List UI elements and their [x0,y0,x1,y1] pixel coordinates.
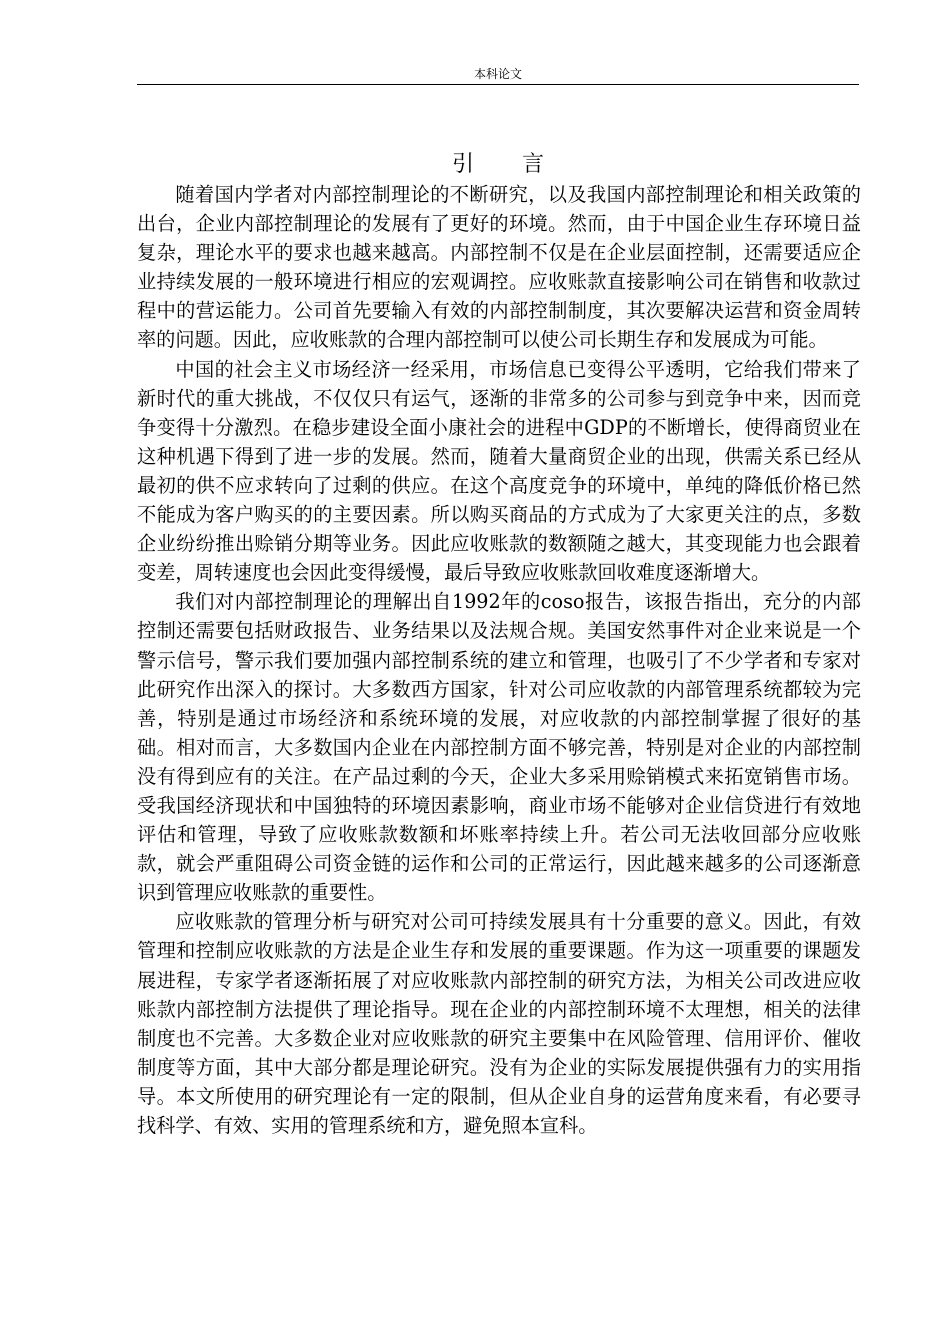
paragraph-2: 中国的社会主义市场经济一经采用，市场信息已变得公平透明，它给我们带来了新时代的重大挑战，不仅仅只有运气，逐渐的非常多的公司参与到竞争中来，因而竞争变得十分激烈。在稳步建设全面小康社会的进程中GDP的不断增长，使得商贸业在这种机遇下得到了进一步的发展。然而，随着大量商贸企业的出现，供需关系已经从最初的供不应求转向了过剩的供应。在这个高度竞争的环境中，单纯的降低价格已然不能成为客户购买的的主要因素。所以购买商品的方式成为了大家更关注的点，多数企业纷纷推出赊销分期等业务。因此应收账款的数额随之越大，其变现能力也会跟着变差，周转速度也会因此变得缓慢，最后导致应收账款回收难度逐渐增大。 [137,357,861,585]
paragraph-3: 我们对内部控制理论的理解出自1992年的coso报告，该报告指出，充分的内部控制还需要包括财政报告、业务结果以及法规合规。美国安然事件对企业来说是一个警示信号，警示我们要加强内部控制系统的建立和管理，也吸引了不少学者和专家对此研究作出深入的探讨。大多数西方国家，针对公司应收款的内部管理系统都较为完善，特别是通过市场经济和系统环境的发展，对应收款的内部控制掌握了很好的基础。相对而言，大多数国内企业在内部控制方面不够完善，特别是对企业的内部控制没有得到应有的关注。在产品过剩的今天，企业大多采用赊销模式来拓宽销售市场。受我国经济现状和中国独特的环境因素影响，商业市场不能够对企业信贷进行有效地评估和管理，导致了应收账款数额和坏账率持续上升。若公司无法收回部分应收账款，就会严重阻碍公司资金链的运作和公司的正常运行，因此越来越多的公司逐渐意识到管理应收账款的重要性。 [137,590,861,905]
body-text [137,180,861,1140]
paragraph-1: 随着国内学者对内部控制理论的不断研究，以及我国内部控制理论和相关政策的出台，企业内部控制理论的发展有了更好的环境。然而，由于中国企业生存环境日益复杂，理论水平的要求也越来越高。内部控制不仅是在企业层面控制，还需要适应企业持续发展的一般环境进行相应的宏观调控。应收账款直接影响公司在销售和收款过程中的营运能力。公司首先要输入有效的内部控制制度，其次要解决运营和资金周转率的问题。因此，应收账款的合理内部控制可以使公司长期生存和发展成为可能。 [137,183,861,352]
section-title: 引言 [451,152,592,177]
running-header: 本科论文 [473,67,522,81]
header-divider [137,84,859,85]
paragraph-4: 应收账款的管理分析与研究对公司可持续发展具有十分重要的意义。因此，有效管理和控制应收账款的方法是企业生存和发展的重要课题。作为这一项重要的课题发展进程，专家学者逐渐拓展了对应收账款内部控制的研究方法，为相关公司改进应收账款内部控制方法提供了理论指导。现在企业的内部控制环境不太理想，相关的法律制度也不完善。大多数企业对应收账款的研究主要集中在风险管理、信用评价、催收制度等方面，其中大部分都是理论研究。没有为企业的实际发展提供强有力的实用指导。本文所使用的研究理论有一定的限制，但从企业自身的运营角度来看，有必要寻找科学、有效、实用的管理系统和方，避免照本宣科。 [137,910,861,1137]
